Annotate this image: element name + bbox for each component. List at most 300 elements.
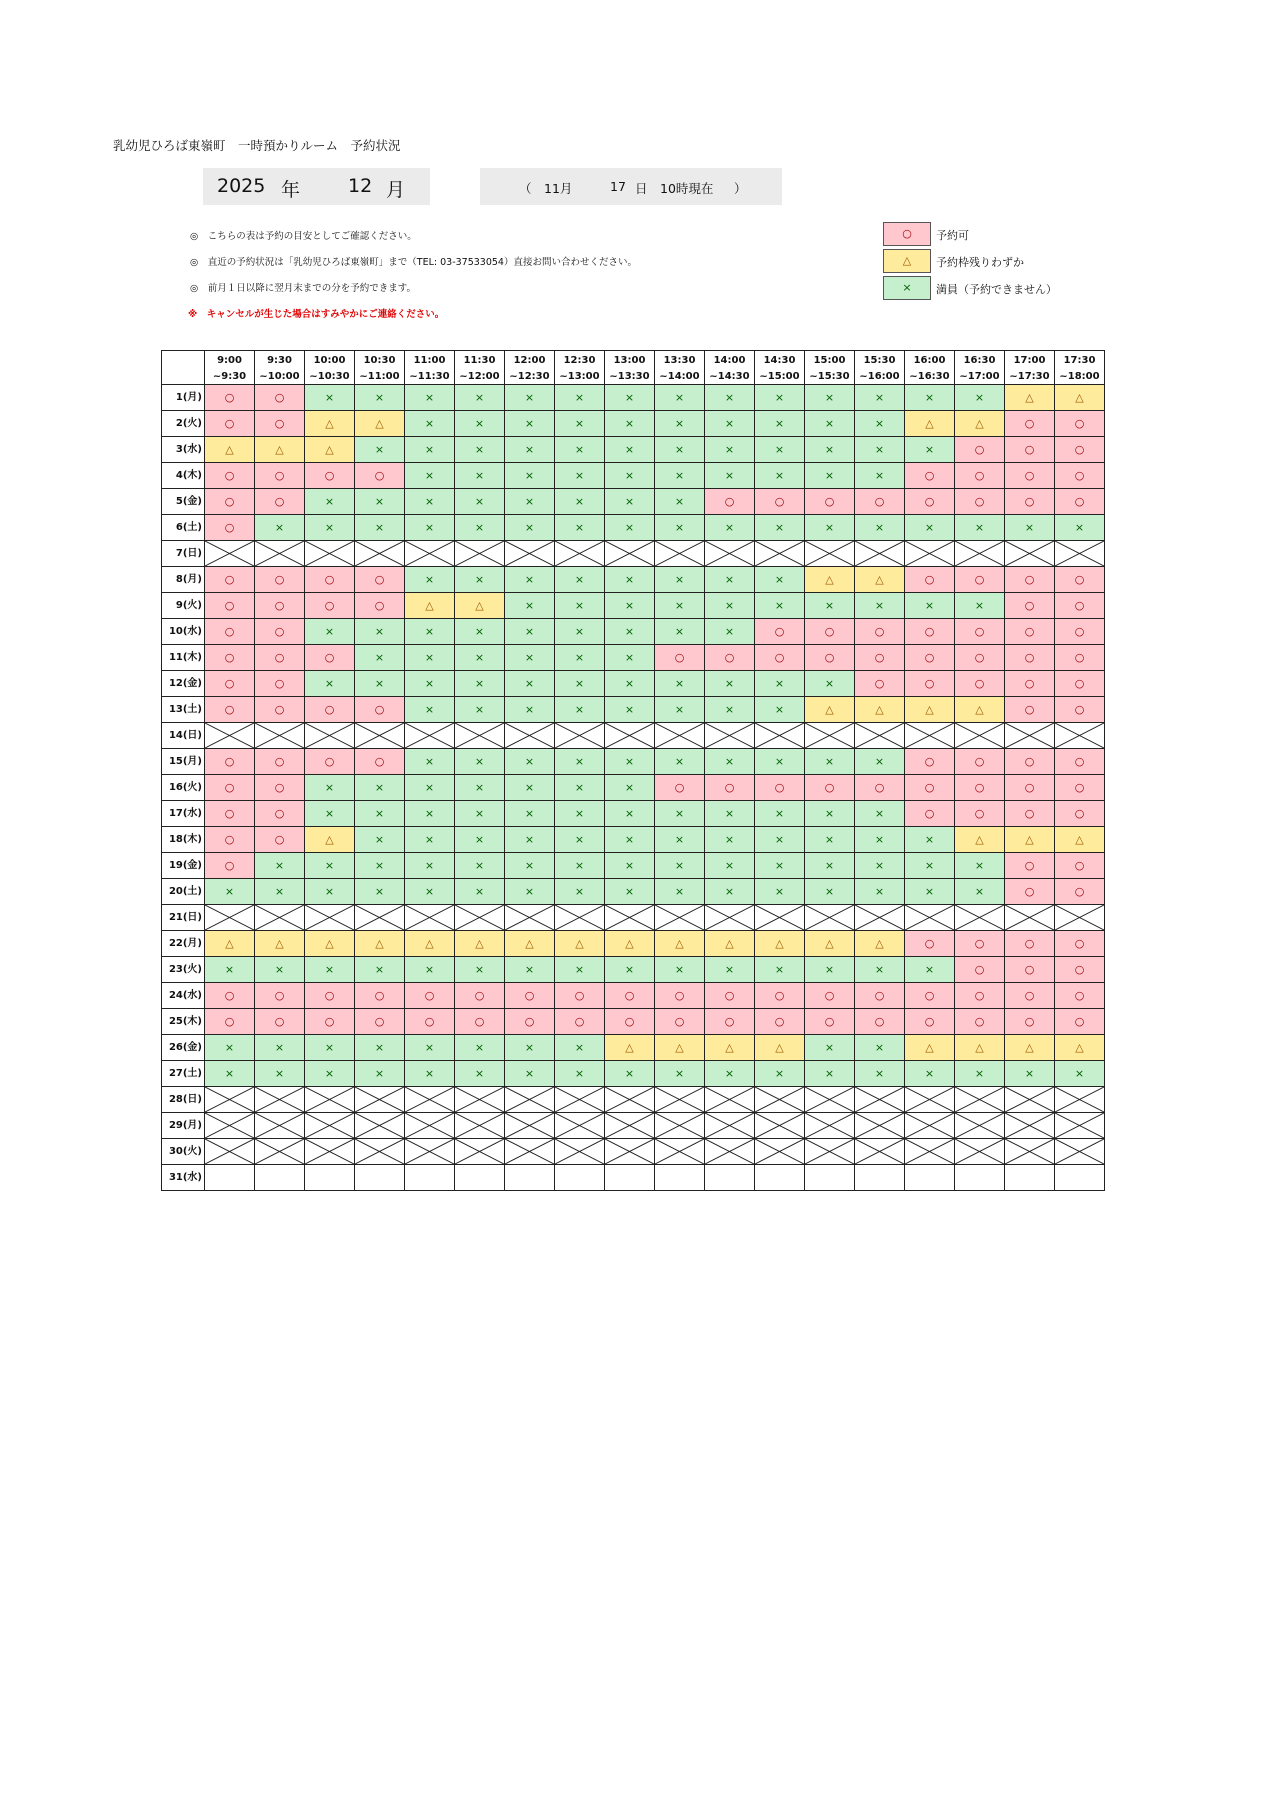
closed-cross-icon [805, 1113, 854, 1138]
closed-cross-icon [455, 1087, 504, 1112]
slot-cell: × [655, 437, 705, 463]
day-label: 20(土) [162, 879, 205, 905]
closed-cell [1055, 541, 1105, 567]
slot-cell: ○ [905, 463, 955, 489]
slot-cell: × [855, 827, 905, 853]
slot-cell: △ [405, 593, 455, 619]
slot-cell: × [1005, 1061, 1055, 1087]
legend-few-left-label: 予約枠残りわずか [936, 256, 1024, 269]
slot-cell: ○ [1005, 801, 1055, 827]
slot-cell: × [905, 593, 955, 619]
slot-cell: × [805, 463, 855, 489]
time-slot-header [455, 351, 505, 385]
time-slot-end: ~14:00 [659, 371, 700, 382]
slot-cell: × [905, 879, 955, 905]
as-of-month: 11月 [544, 181, 573, 196]
slot-cell: × [355, 645, 405, 671]
closed-cell [255, 1139, 305, 1165]
as-of-day: 17 [610, 179, 626, 194]
page-title: 乳幼児ひろば東嶺町 一時預かりルーム 予約状況 [113, 138, 401, 153]
closed-cell [1055, 905, 1105, 931]
closed-cross-icon [655, 1087, 704, 1112]
slot-cell: × [255, 1061, 305, 1087]
closed-cell [955, 1087, 1005, 1113]
slot-cell: × [605, 411, 655, 437]
closed-cross-icon [905, 905, 954, 930]
closed-cell [755, 1113, 805, 1139]
slot-cell: ○ [805, 489, 855, 515]
closed-cell [1055, 1087, 1105, 1113]
slot-cell: × [905, 515, 955, 541]
slot-cell: × [605, 593, 655, 619]
slot-cell: ○ [1055, 671, 1105, 697]
slot-cell: ○ [905, 749, 955, 775]
slot-cell: ○ [255, 827, 305, 853]
closed-cross-icon [355, 905, 404, 930]
slot-cell: ○ [1005, 489, 1055, 515]
slot-cell: × [305, 1061, 355, 1087]
closed-cell [455, 1087, 505, 1113]
time-slot-end: ~11:00 [359, 371, 400, 382]
slot-cell: ○ [855, 1009, 905, 1035]
time-slot-start: 11:30 [463, 355, 496, 366]
slot-cell: ○ [855, 671, 905, 697]
slot-cell: ○ [955, 983, 1005, 1009]
closed-cross-icon [605, 541, 654, 566]
slot-cell: × [855, 1061, 905, 1087]
slot-cell: × [655, 515, 705, 541]
day-label: 11(木) [162, 645, 205, 671]
closed-cross-icon [655, 541, 704, 566]
day-label: 29(月) [162, 1113, 205, 1139]
slot-cell: ○ [355, 983, 405, 1009]
closed-cross-icon [555, 541, 604, 566]
closed-cell [705, 723, 755, 749]
slot-cell: × [305, 385, 355, 411]
slot-cell: ○ [955, 489, 1005, 515]
slot-cell: × [555, 775, 605, 801]
day-label: 27(土) [162, 1061, 205, 1087]
slot-cell: × [405, 1035, 455, 1061]
slot-cell: ○ [905, 645, 955, 671]
day-label: 22(月) [162, 931, 205, 957]
slot-cell: × [955, 853, 1005, 879]
slot-cell: × [655, 957, 705, 983]
slot-cell: ○ [855, 645, 905, 671]
slot-cell: × [955, 879, 1005, 905]
slot-cell: △ [255, 437, 305, 463]
slot-cell: × [505, 437, 555, 463]
closed-cross-icon [655, 1113, 704, 1138]
closed-cross-icon [655, 1139, 704, 1164]
as-of-box [480, 168, 782, 205]
closed-cell [355, 1113, 405, 1139]
time-slot-end: ~18:00 [1059, 371, 1100, 382]
closed-cell [305, 541, 355, 567]
slot-cell: ○ [305, 697, 355, 723]
slot-cell: ○ [1005, 957, 1055, 983]
slot-cell: × [755, 463, 805, 489]
slot-cell: ○ [555, 1009, 605, 1035]
slot-cell: × [655, 801, 705, 827]
closed-cell [505, 1113, 555, 1139]
closed-cell [855, 905, 905, 931]
slot-cell: △ [305, 411, 355, 437]
slot-cell: ○ [255, 463, 305, 489]
closed-cross-icon [955, 905, 1004, 930]
slot-cell: × [605, 1061, 655, 1087]
slot-cell: × [705, 801, 755, 827]
slot-cell: × [755, 879, 805, 905]
slot-cell: ○ [905, 619, 955, 645]
slot-cell: ○ [905, 671, 955, 697]
slot-cell: ○ [1055, 931, 1105, 957]
closed-cell [855, 541, 905, 567]
slot-cell: × [555, 1035, 605, 1061]
slot-cell: × [555, 879, 605, 905]
closed-cross-icon [255, 1087, 304, 1112]
slot-cell: × [505, 827, 555, 853]
closed-cross-icon [705, 1139, 754, 1164]
slot-cell [555, 1165, 605, 1191]
closed-cell [305, 1113, 355, 1139]
slot-cell: ○ [205, 593, 255, 619]
slot-cell: ○ [955, 671, 1005, 697]
slot-cell: ○ [1055, 749, 1105, 775]
slot-cell: △ [205, 437, 255, 463]
closed-cross-icon [705, 905, 754, 930]
slot-cell: × [405, 437, 455, 463]
slot-cell: × [405, 749, 455, 775]
closed-cell [655, 1113, 705, 1139]
slot-cell: × [455, 437, 505, 463]
slot-cell: × [455, 515, 505, 541]
slot-cell: ○ [1005, 697, 1055, 723]
day-label: 1(月) [162, 385, 205, 411]
legend-full-swatch: × [883, 276, 931, 300]
slot-cell: ○ [955, 931, 1005, 957]
closed-cell [255, 541, 305, 567]
slot-cell: × [455, 957, 505, 983]
closed-cross-icon [855, 905, 904, 930]
closed-cross-icon [805, 1087, 854, 1112]
slot-cell: △ [655, 931, 705, 957]
slot-cell: ○ [905, 489, 955, 515]
slot-cell: ○ [205, 697, 255, 723]
slot-cell: × [405, 411, 455, 437]
closed-cross-icon [555, 1113, 604, 1138]
day-label: 25(木) [162, 1009, 205, 1035]
closed-cell [855, 723, 905, 749]
slot-cell: × [505, 515, 555, 541]
slot-cell: × [405, 671, 455, 697]
closed-cross-icon [455, 723, 504, 748]
slot-cell: × [855, 1035, 905, 1061]
slot-cell: △ [955, 411, 1005, 437]
closed-cell [405, 1113, 455, 1139]
slot-cell: × [955, 593, 1005, 619]
closed-cross-icon [755, 723, 804, 748]
slot-cell: △ [1005, 1035, 1055, 1061]
time-slot-header [855, 351, 905, 385]
slot-cell: ○ [855, 619, 905, 645]
slot-cell: × [705, 957, 755, 983]
closed-cell [655, 1139, 705, 1165]
closed-cross-icon [355, 1087, 404, 1112]
closed-cell [805, 905, 855, 931]
slot-cell: ○ [305, 567, 355, 593]
slot-cell: × [305, 853, 355, 879]
slot-cell: × [555, 749, 605, 775]
as-of-time: 10時現在 [660, 181, 714, 196]
slot-cell: × [655, 879, 705, 905]
slot-cell: × [555, 489, 605, 515]
slot-cell: × [305, 801, 355, 827]
slot-cell: ○ [355, 749, 405, 775]
closed-cross-icon [455, 1113, 504, 1138]
time-slot-start: 16:30 [963, 355, 996, 366]
time-slot-header [505, 351, 555, 385]
slot-cell: ○ [1005, 931, 1055, 957]
slot-cell: × [755, 957, 805, 983]
closed-cell [355, 1087, 405, 1113]
slot-cell: ○ [955, 437, 1005, 463]
slot-cell: ○ [205, 853, 255, 879]
day-label: 7(日) [162, 541, 205, 567]
day-label: 14(日) [162, 723, 205, 749]
slot-cell: × [755, 385, 805, 411]
slot-cell: ○ [355, 1009, 405, 1035]
slot-cell: × [305, 671, 355, 697]
slot-cell: ○ [1005, 411, 1055, 437]
slot-cell: × [855, 385, 905, 411]
closed-cell [605, 1087, 655, 1113]
slot-cell: ○ [1005, 749, 1055, 775]
slot-cell: △ [355, 411, 405, 437]
time-slot-end: ~15:00 [759, 371, 800, 382]
closed-cross-icon [755, 1113, 804, 1138]
slot-cell: × [305, 489, 355, 515]
closed-cell [755, 905, 805, 931]
slot-cell: × [355, 801, 405, 827]
closed-cell [455, 1139, 505, 1165]
slot-cell: ○ [255, 749, 305, 775]
closed-cell [805, 723, 855, 749]
slot-cell [755, 1165, 805, 1191]
slot-cell: × [455, 775, 505, 801]
slot-cell: × [705, 385, 755, 411]
closed-cell [655, 723, 705, 749]
slot-cell: △ [705, 1035, 755, 1061]
slot-cell: × [805, 411, 855, 437]
slot-cell: × [605, 515, 655, 541]
closed-cell [655, 541, 705, 567]
closed-cell [605, 723, 655, 749]
closed-cell [905, 1113, 955, 1139]
closed-cell [705, 1139, 755, 1165]
closed-cross-icon [205, 1113, 254, 1138]
slot-cell: ○ [905, 983, 955, 1009]
slot-cell: ○ [1005, 619, 1055, 645]
closed-cross-icon [805, 723, 854, 748]
slot-cell: × [355, 775, 405, 801]
day-label: 26(金) [162, 1035, 205, 1061]
slot-cell: × [405, 853, 455, 879]
slot-cell: × [455, 411, 505, 437]
slot-cell: △ [505, 931, 555, 957]
time-slot-start: 15:30 [863, 355, 896, 366]
closed-cell [555, 1113, 605, 1139]
slot-cell: ○ [605, 983, 655, 1009]
slot-cell: △ [1055, 827, 1105, 853]
month-value: 12 [348, 175, 373, 197]
slot-cell: × [1055, 1061, 1105, 1087]
slot-cell [305, 1165, 355, 1191]
closed-cell [355, 723, 405, 749]
slot-cell: × [605, 697, 655, 723]
slot-cell: ○ [805, 645, 855, 671]
slot-cell: × [755, 593, 805, 619]
closed-cell [805, 541, 855, 567]
slot-cell: ○ [1055, 879, 1105, 905]
closed-cell [805, 1087, 855, 1113]
slot-cell: × [255, 957, 305, 983]
closed-cell [755, 1087, 805, 1113]
slot-cell: × [955, 515, 1005, 541]
slot-cell: × [755, 749, 805, 775]
slot-cell: × [855, 801, 905, 827]
slot-cell: ○ [1055, 983, 1105, 1009]
slot-cell: × [755, 437, 805, 463]
slot-cell: △ [905, 1035, 955, 1061]
closed-cross-icon [405, 1139, 454, 1164]
slot-cell: △ [305, 437, 355, 463]
slot-cell: ○ [955, 567, 1005, 593]
closed-cross-icon [355, 1139, 404, 1164]
slot-cell: × [555, 619, 605, 645]
slot-cell: × [905, 827, 955, 853]
closed-cross-icon [955, 541, 1004, 566]
slot-cell: ○ [1005, 437, 1055, 463]
closed-cross-icon [1055, 1139, 1104, 1164]
slot-cell: × [205, 879, 255, 905]
slot-cell: × [655, 827, 705, 853]
slot-cell: ○ [405, 1009, 455, 1035]
slot-cell: △ [655, 1035, 705, 1061]
slot-cell [1055, 1165, 1105, 1191]
time-slot-end: ~11:30 [409, 371, 450, 382]
slot-cell: ○ [605, 1009, 655, 1035]
slot-cell: △ [805, 567, 855, 593]
slot-cell: ○ [205, 801, 255, 827]
closed-cross-icon [955, 723, 1004, 748]
closed-cross-icon [655, 723, 704, 748]
closed-cross-icon [1055, 723, 1104, 748]
slot-cell: × [555, 385, 605, 411]
slot-cell: ○ [205, 645, 255, 671]
slot-cell [505, 1165, 555, 1191]
slot-cell: × [505, 567, 555, 593]
slot-cell: × [855, 879, 905, 905]
day-label: 24(水) [162, 983, 205, 1009]
slot-cell: ○ [355, 593, 405, 619]
slot-cell: ○ [1005, 983, 1055, 1009]
slot-cell: ○ [1005, 671, 1055, 697]
slot-cell: × [555, 827, 605, 853]
closed-cross-icon [305, 723, 354, 748]
slot-cell: × [505, 697, 555, 723]
slot-cell: × [455, 645, 505, 671]
closed-cross-icon [805, 1139, 854, 1164]
slot-cell: × [655, 749, 705, 775]
slot-cell: ○ [1055, 801, 1105, 827]
slot-cell: ○ [205, 1009, 255, 1035]
closed-cross-icon [855, 541, 904, 566]
slot-cell: ○ [905, 1009, 955, 1035]
slot-cell: × [205, 957, 255, 983]
slot-cell: × [455, 1035, 505, 1061]
slot-cell: ○ [1005, 593, 1055, 619]
closed-cross-icon [305, 1139, 354, 1164]
closed-cell [705, 905, 755, 931]
slot-cell: × [555, 515, 605, 541]
time-slot-start: 12:30 [563, 355, 596, 366]
closed-cell [255, 1087, 305, 1113]
legend-full-label: 満員（予約できません） [936, 283, 1057, 296]
slot-cell: × [405, 515, 455, 541]
slot-cell [255, 1165, 305, 1191]
slot-cell: × [355, 853, 405, 879]
closed-cell [455, 905, 505, 931]
time-slot-header [955, 351, 1005, 385]
note-guideline: ◎ こちらの表は予約の目安としてご確認ください。 [190, 231, 417, 242]
closed-cell [555, 541, 605, 567]
closed-cell [555, 905, 605, 931]
closed-cross-icon [205, 1139, 254, 1164]
slot-cell: × [805, 957, 855, 983]
slot-cell [355, 1165, 405, 1191]
closed-cross-icon [905, 723, 954, 748]
slot-cell: × [755, 827, 805, 853]
time-slot-header [305, 351, 355, 385]
slot-cell: × [655, 385, 705, 411]
slot-cell: ○ [955, 645, 1005, 671]
closed-cell [905, 541, 955, 567]
slot-cell: ○ [305, 463, 355, 489]
slot-cell: ○ [705, 489, 755, 515]
slot-cell: × [555, 697, 605, 723]
closed-cross-icon [405, 541, 454, 566]
slot-cell: ○ [255, 775, 305, 801]
closed-cell [505, 541, 555, 567]
slot-cell: ○ [755, 619, 805, 645]
time-slot-end: ~13:00 [559, 371, 600, 382]
slot-cell: × [605, 619, 655, 645]
slot-cell: × [855, 749, 905, 775]
time-slot-start: 13:00 [613, 355, 646, 366]
slot-cell: ○ [955, 775, 1005, 801]
closed-cell [455, 541, 505, 567]
slot-cell: ○ [655, 775, 705, 801]
slot-cell: ○ [205, 411, 255, 437]
slot-cell: × [805, 1061, 855, 1087]
time-slot-end: ~9:30 [212, 371, 247, 382]
slot-cell: ○ [255, 697, 305, 723]
closed-cell [755, 541, 805, 567]
slot-cell: ○ [255, 619, 305, 645]
day-label: 9(火) [162, 593, 205, 619]
time-slot-start: 17:30 [1063, 355, 1096, 366]
